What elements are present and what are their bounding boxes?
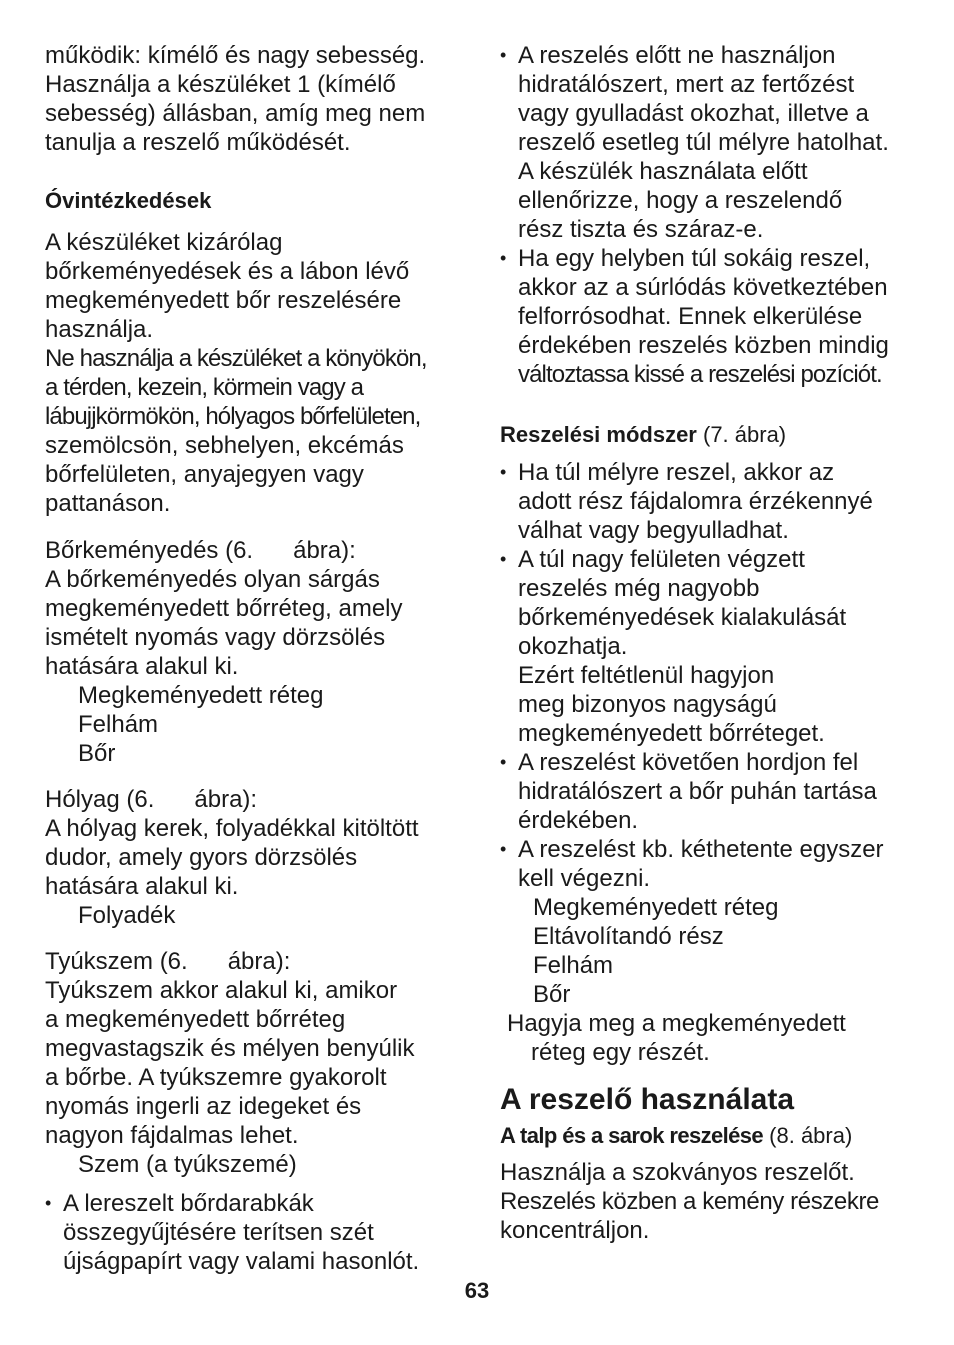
text-line: A készülék használata előtt: [518, 158, 808, 185]
text-line: A reszelés előtt ne használjon: [518, 42, 836, 69]
section-title: A reszelő használata: [500, 1083, 795, 1116]
text-line: változtassa kissé a reszelési pozíciót.: [518, 361, 882, 388]
bullet-after-filing: [500, 748, 920, 835]
text-line: A reszelést követően hordjon fel: [518, 749, 859, 776]
heading-precautions: Óvintézkedések: [45, 188, 212, 213]
subheading-figure-ref: (8. ábra): [763, 1123, 853, 1148]
bullet-icon: •: [500, 248, 507, 268]
text-line: szemölcsön, sebhelyen, ekcémás: [45, 432, 404, 459]
text-line: Ezért feltétlenül hagyjon: [518, 662, 775, 689]
figure-label: Megkeményedett réteg: [533, 894, 779, 921]
text-line: akkor az a súrlódás következtében: [518, 274, 888, 301]
figure-label: Felhám: [533, 952, 614, 979]
text-line: bőrkeményedések kialakulását: [518, 604, 847, 631]
text-line: A bőrkeményedés olyan sárgás: [45, 566, 380, 593]
paragraph-speed: [45, 41, 465, 157]
text-line: bőrfelületen, anyajegyen vagy: [45, 461, 364, 488]
method-figure-ref: (7. ábra): [696, 422, 787, 447]
text-line: ismételt nyomás vagy dörzsölés: [45, 624, 386, 651]
callus-section: [45, 536, 465, 768]
text-line: kell végezni.: [518, 865, 651, 892]
bullet-too-deep: [500, 458, 920, 545]
figure-label: Bőr: [78, 740, 116, 767]
text-line: reszelő esetleg túl mélyre hatolhat.: [518, 129, 889, 156]
bullet-icon: •: [45, 1193, 52, 1213]
text-line: A lereszelt bőrdarabkák: [63, 1190, 314, 1217]
text-line: adott rész fájdalomra érzékennyé: [518, 488, 873, 515]
blister-title: Hólyag (6. ábra):: [45, 786, 258, 813]
bullet-icon: •: [500, 45, 507, 65]
text-line: hatására alakul ki.: [45, 873, 239, 900]
bullet-friction: [500, 244, 920, 389]
text-line: használja.: [45, 316, 154, 343]
method-heading: Reszelési módszer: [500, 422, 697, 447]
text-line: A készüléket kizárólag: [45, 229, 283, 256]
text-line: Ha egy helyben túl sokáig reszel,: [518, 245, 871, 272]
text-line: érdekében reszelés közben mindig: [518, 332, 889, 359]
text-line: Tyúkszem akkor alakul ki, amikor: [45, 977, 398, 1004]
text-line: tanulja a reszelő működését.: [45, 129, 351, 156]
text-line: újságpapírt vagy valami hasonlót.: [63, 1248, 420, 1275]
text-line: hidratálószert, mert az fertőzést: [518, 71, 855, 98]
bullet-icon: •: [500, 839, 507, 859]
text-line: meg bizonyos nagyságú: [518, 691, 777, 718]
text-line: megkeményedett bőrréteget.: [518, 720, 825, 747]
page-number: 63: [464, 1278, 490, 1303]
text-line: hatására alakul ki.: [45, 653, 239, 680]
text-line: a térden, kezein, körmein vagy a: [45, 374, 364, 401]
text-line: érdekében.: [518, 807, 639, 834]
text-line: koncentráljon.: [500, 1217, 650, 1244]
text-line: dudor, amely gyors dörzsölés: [45, 844, 358, 871]
figure-label: Felhám: [78, 711, 159, 738]
bullet-icon: •: [500, 549, 507, 569]
text-line: vagy gyulladást okozhat, illetve a: [518, 100, 869, 127]
subheading: [500, 1119, 920, 1152]
text-line: ellenőrizze, hogy a reszelendő: [518, 187, 843, 214]
left-column: [45, 41, 465, 1276]
heading-method: [500, 420, 920, 449]
note-line: Hagyja meg a megkeményedett: [507, 1010, 846, 1037]
text-line: Reszelés közben a kemény részekre: [500, 1188, 879, 1215]
text-line: rész tiszta és száraz-e.: [518, 216, 764, 243]
text-line: hidratálószert a bőr puhán tartása: [518, 778, 877, 805]
text-line: összegyűjtésére terítsen szét: [63, 1219, 374, 1246]
bullet-large-area: [500, 545, 920, 748]
text-line: nyomás ingerli az idegeket és: [45, 1093, 362, 1120]
figure-label: Bőr: [533, 981, 571, 1008]
text-line: megkeményedett bőr reszelésére: [45, 287, 402, 314]
bullet-frequency: [500, 835, 920, 893]
subheading-bold: A talp és a sarok reszelése: [500, 1123, 764, 1148]
blister-section: [45, 785, 465, 930]
text-line: megvastagszik és mélyen benyúlik: [45, 1035, 415, 1062]
bullet-icon: •: [500, 752, 507, 772]
corn-section: [45, 947, 465, 1179]
text-line: a megkeményedett bőrréteg: [45, 1006, 346, 1033]
text-line: lábujjkörmökön, hólyagos bőrfelületen,: [45, 403, 421, 430]
text-line: megkeményedett bőrréteg, amely: [45, 595, 403, 622]
text-line: reszelés még nagyobb: [518, 575, 760, 602]
text-line: Használja a szokványos reszelőt.: [500, 1159, 855, 1186]
text-line: sebesség) állásban, amíg meg nem: [45, 100, 426, 127]
text-line: működik: kímélő és nagy sebesség.: [45, 42, 426, 69]
text-line: bőrkeményedések és a lábon lévő: [45, 258, 410, 285]
text-line: A reszelést kb. kéthetente egyszer: [518, 836, 884, 863]
text-line: Ne használja a készüléket a könyökön,: [45, 345, 427, 372]
text-line: Használja a készüléket 1 (kímélő: [45, 71, 396, 98]
figure-label: Folyadék: [78, 902, 176, 929]
text-line: A túl nagy felületen végzett: [518, 546, 805, 573]
text-line: válhat vagy begyulladhat.: [518, 517, 789, 544]
note-line: réteg egy részét.: [531, 1039, 710, 1066]
figure-label: Megkeményedett réteg: [78, 682, 324, 709]
paragraph-usage: [45, 228, 465, 518]
text-line: nagyon fájdalmas lehet.: [45, 1122, 299, 1149]
bullet-newspaper: [45, 1189, 465, 1276]
text-line: pattanáson.: [45, 490, 171, 517]
text-line: okozhatja.: [518, 633, 628, 660]
paragraph-usage-instructions: [500, 1158, 920, 1245]
text-line: felforrósodhat. Ennek elkerülése: [518, 303, 863, 330]
figure-label: Szem (a tyúkszemé): [78, 1151, 297, 1178]
text-line: a bőrbe. A tyúkszemre gyakorolt: [45, 1064, 387, 1091]
text-line: Ha túl mélyre reszel, akkor az: [518, 459, 835, 486]
right-column: [500, 41, 920, 1245]
corn-title: Tyúkszem (6. ábra):: [45, 948, 291, 975]
text-line: A hólyag kerek, folyadékkal kitöltött: [45, 815, 419, 842]
bullet-moisturizer: [500, 41, 920, 244]
bullet-icon: •: [500, 462, 507, 482]
figure-label: Eltávolítandó rész: [533, 923, 724, 950]
callus-title: Bőrkeményedés (6. ábra):: [45, 537, 356, 564]
